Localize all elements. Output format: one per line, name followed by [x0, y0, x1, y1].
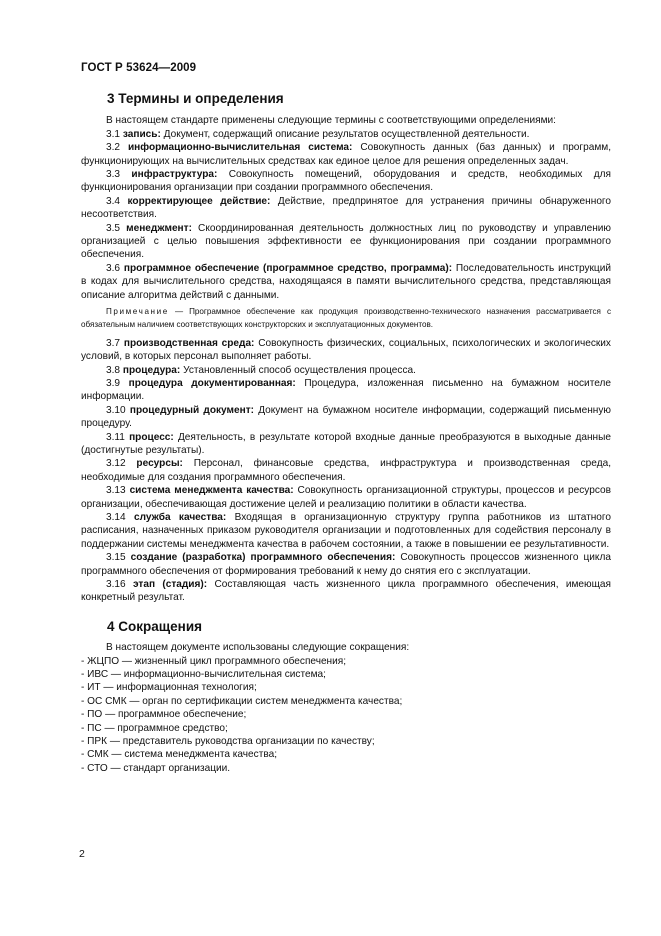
term-name: процедура:: [122, 364, 181, 376]
term-number: 3.3: [106, 169, 121, 181]
term-definition: [81, 141, 611, 168]
term-text: Деятельность, в результате которой входные данные преобразуются в выходные данные (достигнутые результаты).: [81, 431, 611, 456]
term-name: служба качества:: [133, 511, 227, 523]
term-name: создание (разработка) программного обеспечения:: [130, 552, 396, 564]
terms-list: [81, 128, 611, 302]
term-text: Документ на бумажном носителе информации, содержащий письменную процедуру.: [81, 404, 611, 430]
term-text: Совокупность данных (баз данных) и программ, функционирующих на вычислительных средствах как единое целое для решения определенных задач.: [81, 142, 612, 167]
term-text: Скоординированная деятельность должностных лиц по руководству и управлению организацией с целью повышения эффективности ее функционирования при создании программного обеспечения.: [81, 222, 611, 261]
page-number: 2: [79, 848, 85, 860]
term-number: 3.1: [106, 128, 121, 140]
term-text: Процедура, изложенная письменно на бумажном носителе информации.: [81, 377, 611, 403]
term-definition: [81, 337, 611, 364]
term-number: 3.5: [106, 222, 121, 234]
term-name: корректирующее действие:: [127, 195, 271, 207]
abbreviation-item: - ПРК — представитель руководства организации по качеству;: [81, 736, 375, 748]
term-definition: [81, 364, 611, 377]
page-content: [81, 92, 611, 775]
term-definition: [81, 578, 611, 605]
term-number: 3.16: [106, 579, 126, 590]
term-number: 3.11: [106, 431, 125, 443]
term-definition: [81, 484, 611, 511]
term-text: Составляющая часть жизненного цикла программного обеспечения, имеющая конкретный результат.: [81, 579, 611, 604]
term-number: 3.15: [106, 552, 126, 564]
abbreviation-item: - ПО — программное обеспечение;: [81, 709, 247, 721]
section-3-intro: В настоящем стандарте применены следующие термины с соответствующими определениями:: [106, 115, 556, 127]
term-text: Документ, содержащий описание результатов осуществленной деятельности.: [163, 128, 530, 140]
section-4-intro: В настоящем документе использованы следующие сокращения:: [106, 642, 410, 654]
term-definition: [81, 457, 611, 484]
term-name: процедурный документ:: [129, 404, 254, 416]
term-name: процедура документированная:: [128, 377, 296, 389]
abbreviation-item: - ИВС — информационно-вычислительная система;: [81, 669, 326, 681]
term-name: программное обеспечение (программное средство, программа):: [123, 262, 453, 274]
note: [81, 306, 611, 332]
term-name: ресурсы:: [136, 458, 183, 470]
term-number: 3.10: [106, 404, 126, 416]
term-definition: [81, 222, 611, 262]
term-text: Последовательность инструкций в кодах для вычислительного средства, находящаяся в памяти вычислительного средства, представляющая описание алгоритма действий с данными.: [81, 262, 611, 301]
term-name: система менеджмента качества:: [129, 485, 294, 497]
term-definition: [81, 195, 611, 222]
abbreviation-item: - ОС СМК — орган по сертификации систем менеджмента качества;: [81, 695, 403, 707]
term-text: Установленный способ осуществления процесса.: [183, 364, 416, 376]
term-definition: [81, 511, 611, 551]
term-text: Действие, предпринятое для устранения причины обнаруженного несоответствия.: [81, 195, 612, 221]
term-text: Совокупность помещений, оборудования и средств, необходимых для функционирования организации при создании программного обеспечения.: [81, 169, 611, 194]
term-definition: [81, 551, 611, 578]
term-number: 3.6: [106, 262, 121, 274]
term-number: 3.9: [106, 377, 121, 389]
abbreviation-item: - СТО — стандарт организации.: [81, 762, 231, 774]
term-name: инфраструктура:: [131, 169, 218, 181]
term-number: 3.13: [106, 485, 126, 497]
abbreviation-item: - ИТ — информационная технология;: [81, 682, 257, 694]
term-number: 3.4: [106, 195, 121, 207]
abbreviations-list: [81, 655, 611, 776]
term-number: 3.8: [106, 364, 121, 376]
term-definition: [81, 168, 611, 195]
term-definition: [81, 128, 611, 141]
term-name: этап (стадия):: [132, 579, 208, 590]
term-text: Совокупность физических, социальных, психологических и экологических условий, в которых персонал выполняет работы.: [81, 337, 611, 363]
term-number: 3.7: [106, 337, 121, 349]
abbreviation-item: - ЖЦПО — жизненный цикл программного обеспечения;: [81, 655, 347, 667]
term-number: 3.2: [106, 142, 121, 154]
term-text: Входящая в организационную структуру группа работников из штатного расписания, назначенных приказом руководителя организации и подготовленных для содействия персоналу в поддержании системы менеджмента качества в рабочем состоянии, а также в повышении ее результативности.: [81, 511, 611, 550]
abbreviation-item: - СМК — система менеджмента качества;: [81, 749, 277, 761]
term-name: менеджмент:: [126, 222, 192, 234]
note-text: — Программное обеспечение как продукция производственно-технического назначения рассматривается с обязательным наличием соответствующих конструкторских и эксплуатационных документов.: [81, 307, 611, 329]
term-number: 3.14: [106, 511, 126, 523]
term-text: Совокупность процессов жизненного цикла программного обеспечения от формирования требований к нему до снятия его с эксплуатации.: [81, 552, 611, 577]
abbreviation-item: - ПС — программное средство;: [81, 722, 228, 734]
term-definition: [81, 431, 611, 458]
section-3-title: 3 Термины и определения: [107, 91, 284, 106]
term-definition: [81, 377, 611, 404]
term-number: 3.12: [106, 458, 126, 470]
term-text: Совокупность организационной структуры, процессов и ресурсов организации, обеспечивающая достижение целей и реализацию политики в области качества.: [81, 485, 611, 510]
term-name: информационно-вычислительная система:: [127, 142, 353, 154]
term-name: запись:: [122, 128, 161, 140]
terms-list-continued: [81, 337, 611, 605]
document-header: ГОСТ Р 53624—2009: [81, 62, 197, 74]
term-name: производственная среда:: [123, 337, 255, 349]
term-definition: [81, 262, 611, 302]
term-name: процесс:: [129, 431, 174, 443]
term-text: Персонал, финансовые средства, инфраструктура и производственная среда, необходимые для создания программного обеспечения.: [81, 458, 611, 483]
section-4-title: 4 Сокращения: [107, 618, 202, 634]
term-definition: [81, 404, 611, 431]
note-label: Примечание: [106, 307, 169, 317]
